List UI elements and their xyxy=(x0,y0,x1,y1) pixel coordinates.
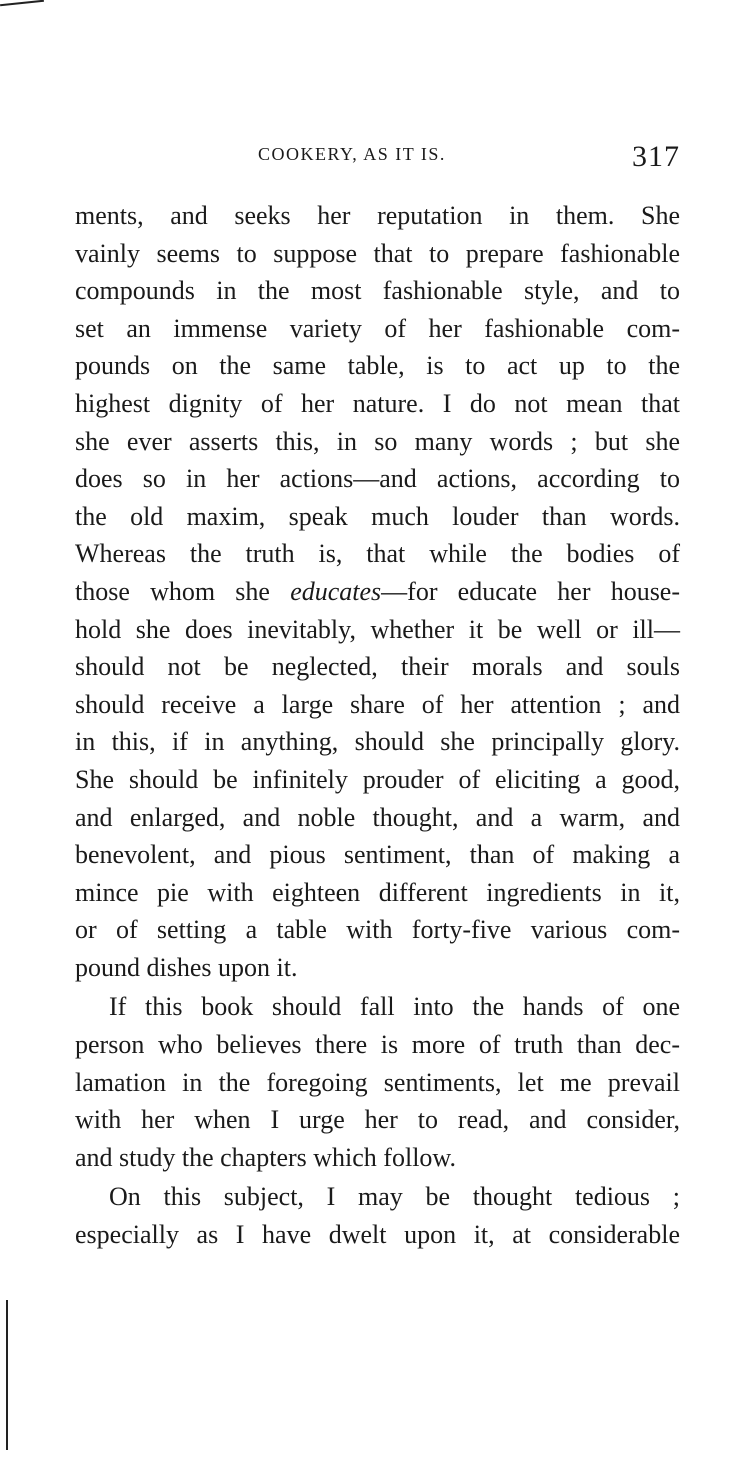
text-line: hold she does inevitably, whether it be well or ill— xyxy=(75,614,680,644)
page-number: 317 xyxy=(632,140,680,173)
text-line: should not be neglected, their morals and souls xyxy=(75,652,680,682)
text-line: the old maxim, speak much louder than words. xyxy=(75,501,680,531)
text-segment: —for educate her house- xyxy=(381,576,681,606)
text-line: If this book should fall into the hands of one xyxy=(109,992,680,1022)
text-line: She should be infinitely prouder of eliciting a good, xyxy=(75,764,680,794)
text-line: she ever asserts this, in so many words ; but she xyxy=(75,426,680,456)
text-line: should receive a large share of her attention ; and xyxy=(75,689,680,719)
paragraph xyxy=(75,197,680,986)
text-line: benevolent, and pious sentiment, than of making a xyxy=(75,840,680,870)
text-line: or of setting a table with forty-five various com- xyxy=(75,915,680,945)
text-line xyxy=(75,573,680,611)
italic-word: educates xyxy=(290,576,382,606)
text-line: set an immense variety of her fashionable com- xyxy=(75,313,680,343)
text-line: compounds in the most fashionable style, and to xyxy=(75,276,680,306)
body-text xyxy=(75,197,680,1254)
paragraph xyxy=(75,988,680,1176)
scan-edge-mark-top-left xyxy=(0,0,44,6)
scan-edge-mark-left xyxy=(6,1300,8,1450)
text-line: pounds on the same table, is to act up to the xyxy=(75,351,680,381)
running-head xyxy=(75,140,680,180)
text-line: especially as I have dwelt upon it, at considerable xyxy=(75,1220,680,1250)
text-line: pound dishes upon it. xyxy=(75,952,298,982)
text-line: person who believes there is more of truth than dec- xyxy=(75,1030,680,1060)
text-line: mince pie with eighteen different ingredients in it, xyxy=(75,877,680,907)
text-line: On this subject, I may be thought tedious ; xyxy=(109,1182,680,1212)
text-line: highest dignity of her nature. I do not mean that xyxy=(75,388,680,418)
text-line: and study the chapters which follow. xyxy=(75,1142,456,1172)
text-line: lamation in the foregoing sentiments, let me prevail xyxy=(75,1067,680,1097)
text-line: in this, if in anything, should she principally glory. xyxy=(75,727,680,757)
text-line: and enlarged, and noble thought, and a warm, and xyxy=(75,802,680,832)
text-segment: those whom she xyxy=(75,576,291,606)
paragraph xyxy=(75,1178,680,1253)
text-line: vainly seems to suppose that to prepare fashionable xyxy=(75,238,680,268)
text-line: Whereas the truth is, that while the bodies of xyxy=(75,539,680,569)
text-line: with her when I urge her to read, and consider, xyxy=(75,1105,680,1135)
running-title: COOKERY, AS IT IS. xyxy=(258,144,446,164)
text-line: does so in her actions—and actions, according to xyxy=(75,464,680,494)
text-line: ments, and seeks her reputation in them. She xyxy=(75,201,680,230)
